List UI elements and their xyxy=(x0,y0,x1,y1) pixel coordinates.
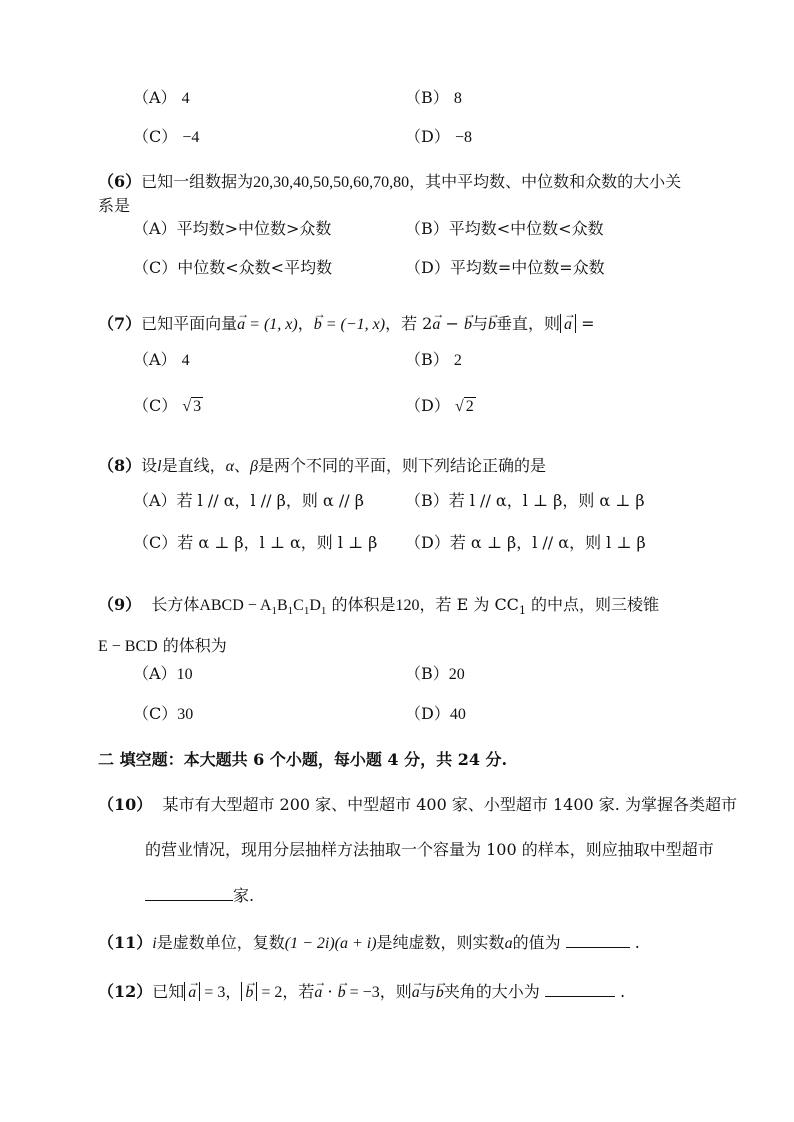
q10-line2: 的营业情况，现用分层抽样方法抽取一个容量为 100 的样本，则应抽取中型超市 xyxy=(145,840,714,859)
q9-option-c: （C）30 xyxy=(133,704,194,723)
q11-stem: （11）i是虚数单位，复数(1 − 2i)(a + i)是纯虚数，则实数a的值为 . xyxy=(98,933,640,952)
q5-option-a: （A） 4 xyxy=(133,88,190,107)
q12-stem: （12）已知→ a = 3，→ b = 2，若→ a · → b = −3，则→ a与→ b夹角的大小为 . xyxy=(98,982,625,1003)
q7-option-b: （B） 2 xyxy=(405,350,462,369)
q7-stem: （7）已知平面向量→ a = (1, x)，→ b = (−1, x)，若 2→ a − → b与→ b垂直，则→ a = xyxy=(98,314,594,335)
q5-option-c: （C） −4 xyxy=(133,127,200,146)
q5-option-b: （B） 8 xyxy=(405,88,462,107)
q6-option-a: （A）平均数>中位数>众数 xyxy=(133,219,332,238)
q8-stem: （8）设l是直线，α、β是两个不同的平面，则下列结论正确的是 xyxy=(98,456,547,475)
q7-option-c: （C） √ 3 xyxy=(133,396,202,415)
q7-option-a: （A） 4 xyxy=(133,350,190,369)
q8-option-d: （D）若 α ⊥ β，l // α，则 l ⊥ β xyxy=(405,533,646,552)
q6-stem-line2: 系是 xyxy=(98,196,131,215)
q9-option-b: （B）20 xyxy=(405,664,465,683)
section-2-heading: 二 填空题：本大题共 6 个小题，每小题 4 分，共 24 分. xyxy=(98,750,508,769)
q10-answer-blank[interactable] xyxy=(145,900,233,901)
q9-stem-line1: （9） 长方体ABCD − $A_1B_1C_1D_1$ 的体积是120，若 E 为 $CC_1$ 的中点，则三棱锥 xyxy=(98,595,660,618)
q7-option-d: （D） √ 2 xyxy=(405,396,474,415)
q9-stem-line2: E − BCD 的体积为 xyxy=(98,636,227,655)
q11-answer-blank[interactable] xyxy=(566,947,630,948)
q8-option-c: （C）若 α ⊥ β，l ⊥ α，则 l ⊥ β xyxy=(133,533,378,552)
q5-option-d: （D） −8 xyxy=(405,127,472,146)
q9-option-d: （D）40 xyxy=(405,704,466,723)
q6-option-b: （B）平均数<中位数<众数 xyxy=(405,219,604,238)
q12-answer-blank[interactable] xyxy=(545,996,615,997)
q8-option-a: （A）若 l // α，l // β，则 α // β xyxy=(133,491,364,510)
q6-option-d: （D）平均数=中位数=众数 xyxy=(405,258,605,277)
q8-option-b: （B）若 l // α，l ⊥ β，则 α ⊥ β xyxy=(405,491,645,510)
q9-option-a: （A）10 xyxy=(133,664,193,683)
q10-line3: 家. xyxy=(145,886,254,906)
q6-option-c: （C）中位数<众数<平均数 xyxy=(133,258,333,277)
q6-stem-line1: （6）已知一组数据为20,30,40,50,50,60,70,80，其中平均数、中位数和众数的大小关 xyxy=(98,172,682,191)
q10-line1: （10） 某市有大型超市 200 家、中型超市 400 家、小型超市 1400 家. 为掌握各类超市 xyxy=(98,795,737,814)
